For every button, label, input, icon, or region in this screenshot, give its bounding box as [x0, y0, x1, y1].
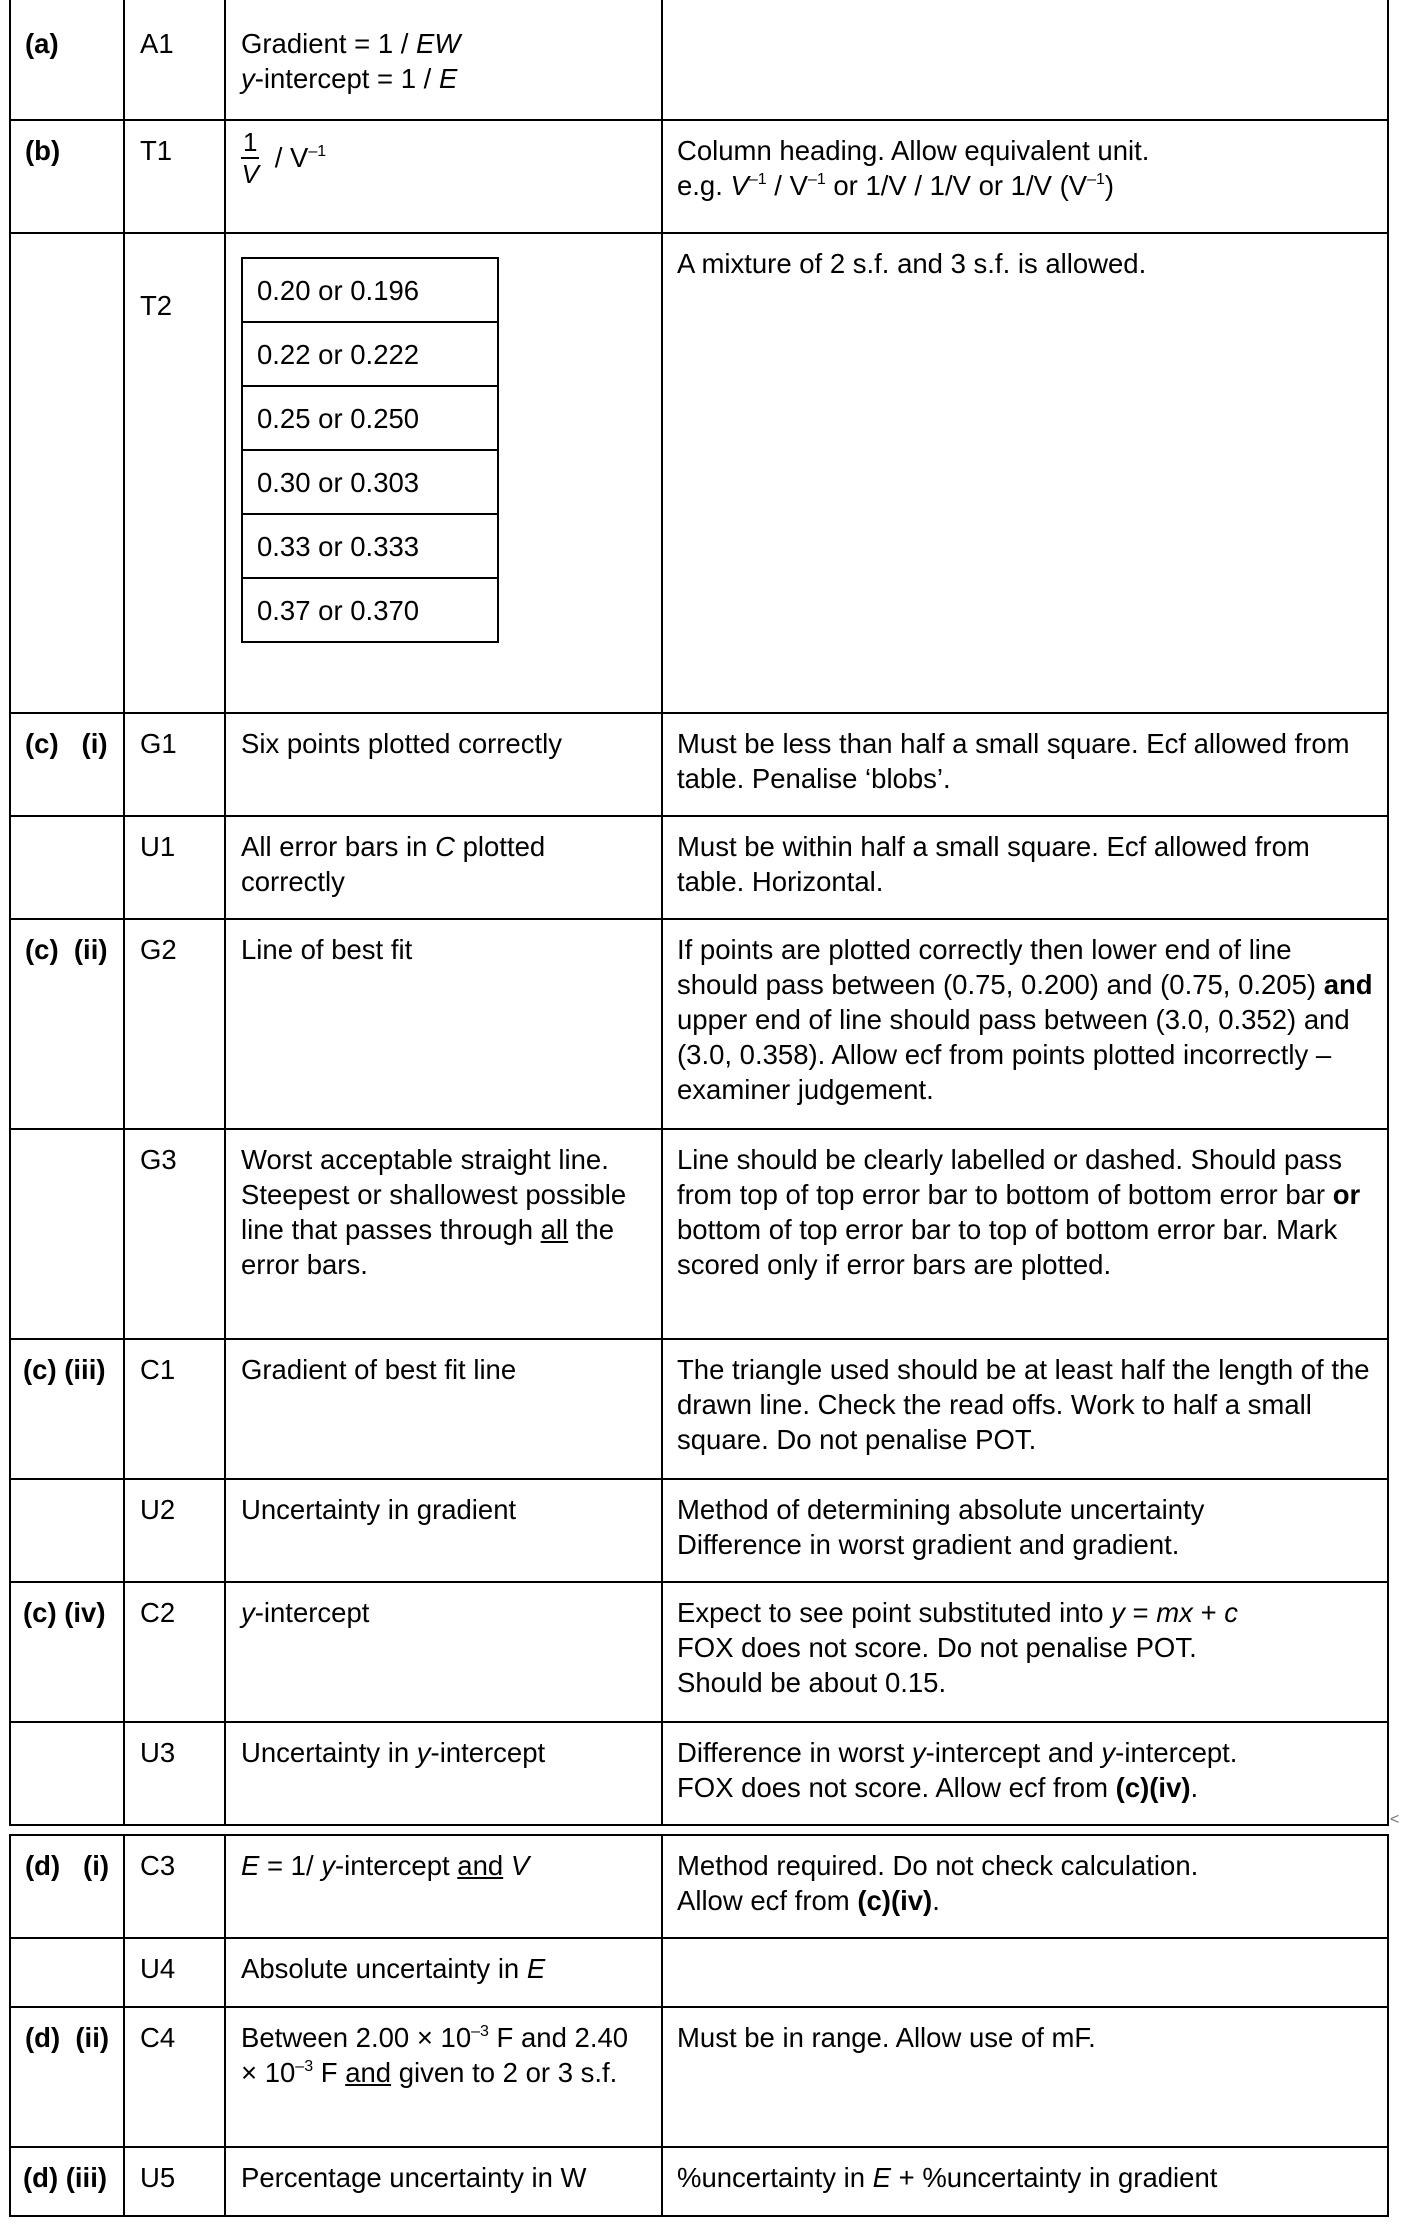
- answer-cell: E = 1/ y-intercept and V: [225, 1835, 662, 1938]
- guidance-line: FOX does not score. Allow ecf from (c)(iv).: [677, 1772, 1199, 1803]
- mark-scheme-table-upper: [9, 0, 1389, 1826]
- guidance-cell: [662, 1479, 1388, 1582]
- margin-mark: ˂: [1390, 1811, 1400, 1828]
- answer-cell: Uncertainty in gradient: [225, 1479, 662, 1582]
- question-part: (c) (i): [10, 713, 124, 816]
- guidance-line: Method of determining absolute uncertainty: [677, 1494, 1205, 1525]
- guidance-cell: %uncertainty in E + %uncertainty in gradient: [662, 2147, 1388, 2216]
- guidance-cell: The triangle used should be at least half the length of the drawn line. Check the read offs. Work to half a small square. Do not penalise POT.: [662, 1339, 1388, 1479]
- table-row: [10, 1339, 1388, 1479]
- answer-cell: Uncertainty in y-intercept: [225, 1722, 662, 1825]
- question-part: (d) (ii): [10, 2007, 124, 2147]
- guidance-cell: A mixture of 2 s.f. and 3 s.f. is allowed.: [662, 233, 1388, 713]
- answer-line: y-intercept = 1 / E: [241, 63, 458, 94]
- values-table: [241, 257, 499, 643]
- table-row: [10, 816, 1388, 919]
- answer-cell: Between $2.00 \times 10^{-3}$ F and $2.40 \times 10^{-3}$ F and given to 2 or 3 s.f.: [225, 2007, 662, 2147]
- value-cell: 0.37 or 0.370: [242, 578, 498, 642]
- mark-code: U2: [124, 1479, 225, 1582]
- mark-code: G1: [124, 713, 225, 816]
- answer-line: Gradient = 1 / EW: [241, 28, 461, 59]
- value-cell: 0.22 or 0.222: [242, 322, 498, 386]
- table-row: [10, 2007, 1388, 2147]
- mark-code: C4: [124, 2007, 225, 2147]
- table-row: [10, 120, 1388, 233]
- table-row: [10, 233, 1388, 713]
- question-part: [10, 1938, 124, 2007]
- guidance-cell: [662, 120, 1388, 233]
- answer-cell: [225, 233, 662, 713]
- answer-cell: Percentage uncertainty in W: [225, 2147, 662, 2216]
- question-part: (c) (iii): [10, 1339, 124, 1479]
- answer-cell: Worst acceptable straight line. Steepest or shallowest possible line that passes through all the error bars.: [225, 1129, 662, 1339]
- guidance-cell: [662, 1938, 1388, 2007]
- table-row: [10, 1479, 1388, 1582]
- table-row: [10, 2147, 1388, 2216]
- answer-cell: Gradient of best fit line: [225, 1339, 662, 1479]
- mark-code: C1: [124, 1339, 225, 1479]
- guidance-line: Method required. Do not check calculation.: [677, 1850, 1199, 1881]
- question-part: (c) (iv): [10, 1582, 124, 1722]
- guidance-cell: If points are plotted correctly then lower end of line should pass between (0.75, 0.200) and (0.75, 0.205) and upper end of line should pass between (3.0, 0.352) and (3.0, 0.358). Allow ecf from points plotted incorrectly – examiner judgement.: [662, 919, 1388, 1129]
- question-part: (d) (i): [10, 1835, 124, 1938]
- guidance-cell: [662, 1582, 1388, 1722]
- question-part: [10, 1479, 124, 1582]
- mark-code: U4: [124, 1938, 225, 2007]
- question-part: [10, 233, 124, 713]
- question-part: (d) (iii): [10, 2147, 124, 2216]
- table-row: [10, 1835, 1388, 1938]
- question-part: (b): [10, 120, 124, 233]
- question-part: (a): [10, 0, 124, 120]
- guidance-line: Column heading. Allow equivalent unit.: [677, 135, 1150, 166]
- guidance-line: e.g. $V^{-1} / V^{-1}$ or 1/V / 1/V or 1/V $(V^{-1})$: [677, 170, 1115, 201]
- value-cell: 0.25 or 0.250: [242, 386, 498, 450]
- question-part: [10, 1129, 124, 1339]
- value-cell: 0.30 or 0.303: [242, 450, 498, 514]
- answer-cell: y-intercept: [225, 1582, 662, 1722]
- answer-cell: All error bars in C plotted correctly: [225, 816, 662, 919]
- fraction-denominator: V: [241, 159, 259, 189]
- guidance-line: Should be about 0.15.: [677, 1667, 947, 1698]
- guidance-cell: Must be within half a small square. Ecf allowed from table. Horizontal.: [662, 816, 1388, 919]
- table-row: [10, 1938, 1388, 2007]
- guidance-cell: [662, 0, 1388, 120]
- guidance-line: Allow ecf from (c)(iv).: [677, 1885, 940, 1916]
- value-cell: 0.20 or 0.196: [242, 258, 498, 322]
- mark-code: U5: [124, 2147, 225, 2216]
- answer-cell: Absolute uncertainty in E: [225, 1938, 662, 2007]
- table-row: [10, 1129, 1388, 1339]
- mark-code: U3: [124, 1722, 225, 1825]
- mark-code: G3: [124, 1129, 225, 1339]
- value-cell: 0.33 or 0.333: [242, 514, 498, 578]
- mark-code: C3: [124, 1835, 225, 1938]
- guidance-cell: Must be less than half a small square. Ecf allowed from table. Penalise ‘blobs’.: [662, 713, 1388, 816]
- question-part: (c) (ii): [10, 919, 124, 1129]
- guidance-line: Difference in worst gradient and gradient.: [677, 1529, 1180, 1560]
- answer-cell: Six points plotted correctly: [225, 713, 662, 816]
- guidance-cell: [662, 1722, 1388, 1825]
- unit-label: / $V^{-1}$: [267, 142, 327, 174]
- guidance-cell: [662, 1835, 1388, 1938]
- table-row: [10, 919, 1388, 1129]
- guidance-cell: Must be in range. Allow use of mF.: [662, 2007, 1388, 2147]
- mark-code: T2: [124, 233, 225, 713]
- table-row: [10, 1722, 1388, 1825]
- question-part: [10, 816, 124, 919]
- fraction-numerator: 1: [243, 127, 258, 157]
- answer-cell: Line of best fit: [225, 919, 662, 1129]
- table-row: [10, 713, 1388, 816]
- answer-cell: [225, 120, 662, 233]
- mark-code: G2: [124, 919, 225, 1129]
- mark-code: C2: [124, 1582, 225, 1722]
- guidance-line: Expect to see point substituted into y = mx + c: [677, 1597, 1239, 1628]
- question-part: [10, 1722, 124, 1825]
- mark-code: U1: [124, 816, 225, 919]
- fraction: [241, 129, 259, 187]
- table-row: [10, 1582, 1388, 1722]
- guidance-line: Difference in worst y-intercept and y-intercept.: [677, 1737, 1238, 1768]
- mark-scheme-table-lower: [9, 1834, 1389, 2217]
- mark-code: T1: [124, 120, 225, 233]
- table-row: [10, 0, 1388, 120]
- guidance-cell: Line should be clearly labelled or dashed. Should pass from top of top error bar to bottom of bottom error bar or bottom of top error bar to top of bottom error bar. Mark scored only if error bars are plotted.: [662, 1129, 1388, 1339]
- guidance-line: FOX does not score. Do not penalise POT.: [677, 1632, 1197, 1663]
- mark-code: A1: [124, 0, 225, 120]
- answer-cell: [225, 0, 662, 120]
